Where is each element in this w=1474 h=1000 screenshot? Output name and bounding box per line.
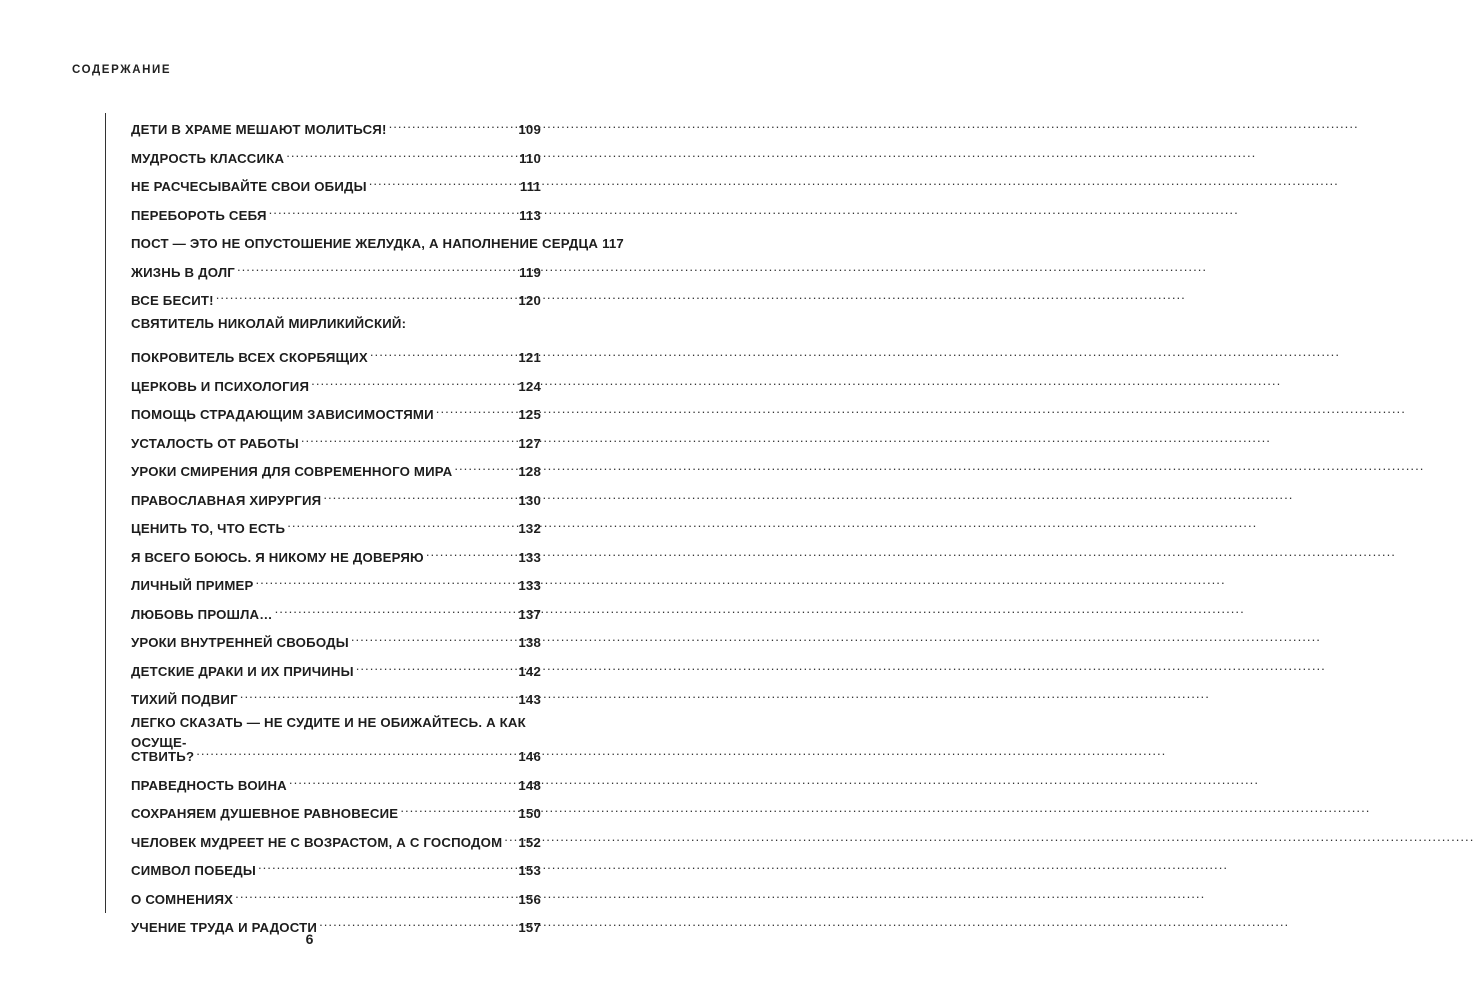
toc-entry[interactable] (131, 200, 541, 223)
toc-entry-page: 109 (518, 122, 541, 137)
toc-entry-page: 146 (518, 749, 541, 764)
toc-entry-page: 125 (518, 407, 541, 422)
toc-entry-title: ЛИЧНЫЙ ПРИМЕР (131, 578, 254, 593)
vertical-rule (105, 113, 106, 913)
toc-entry-title: ПЕРЕБОРОТЬ СЕБЯ (131, 207, 267, 223)
toc-entry-title: УЧЕНИЕ ТРУДА И РАДОСТИ (131, 920, 318, 935)
toc-entry[interactable] (131, 314, 541, 363)
toc-entry-page: 150 (518, 806, 541, 821)
toc-entry-page: 132 (518, 521, 541, 536)
toc-entry[interactable] (131, 228, 624, 251)
toc-entry-page: 148 (518, 777, 541, 793)
dot-leader (216, 285, 517, 305)
toc-entry[interactable] (131, 143, 541, 166)
toc-entry[interactable] (131, 171, 541, 194)
toc-entry-page: 121 (518, 350, 541, 365)
toc-entry-title: О СОМНЕНИЯХ (131, 891, 234, 907)
toc-entry-page: 142 (518, 663, 541, 679)
toc-entry-row (131, 257, 541, 280)
toc-entry-title: СТВИТЬ? (131, 749, 195, 764)
toc-entry[interactable] (131, 884, 541, 907)
toc-entry-row (131, 570, 541, 593)
dot-leader (454, 456, 516, 476)
toc-entry-row (131, 485, 541, 508)
toc-entry-title: ПРАВОСЛАВНАЯ ХИРУРГИЯ (131, 492, 322, 508)
dot-leader (275, 599, 517, 619)
toc-entry-title: ВСЕ БЕСИТ! (131, 293, 214, 308)
toc-entry-page: 133 (518, 578, 541, 593)
toc-entry-page: 137 (518, 606, 541, 622)
toc-entry-row (131, 855, 541, 878)
dot-leader (269, 200, 517, 220)
dot-leader (370, 342, 517, 362)
dot-leader (256, 570, 517, 590)
toc-entry-title: СОХРАНЯЕМ ДУШЕВНОЕ РАВНОВЕСИЕ (131, 806, 399, 821)
toc-entry-row (131, 399, 541, 422)
toc-entry[interactable] (131, 513, 541, 536)
toc-entry-row (131, 542, 541, 565)
toc-entry-row (131, 912, 541, 935)
dot-leader (319, 912, 516, 932)
toc-entry[interactable] (131, 114, 541, 137)
toc-entry-row (131, 285, 541, 308)
toc-entry-row (131, 428, 541, 451)
dot-leader (400, 798, 516, 818)
toc-entry-title-line: СВЯТИТЕЛЬ НИКОЛАЙ МИРЛИКИЙСКИЙ: (131, 315, 407, 331)
dot-leader (436, 399, 517, 419)
toc-entry-page: 113 (519, 207, 541, 223)
toc-entry[interactable] (131, 371, 541, 394)
toc-entry[interactable] (131, 912, 541, 935)
dot-leader (389, 114, 517, 134)
toc-entry-title: ЖИЗНЬ В ДОЛГ (131, 264, 235, 280)
toc-entry-row (131, 627, 541, 650)
toc-entry-title-line: ЛЕГКО СКАЗАТЬ — НЕ СУДИТЕ И НЕ ОБИЖАЙТЕСЬ. А КАК ОСУЩЕ- (131, 714, 526, 750)
dot-leader (301, 428, 517, 448)
toc-entry-page: 138 (518, 635, 541, 650)
toc-entry-page: 156 (518, 891, 541, 907)
toc-entry-title: СИМВОЛ ПОБЕДЫ (131, 863, 256, 878)
toc-entry-title: ЧЕЛОВЕК МУДРЕЕТ НЕ С ВОЗРАСТОМ, А С ГОСПОДОМ (131, 834, 503, 850)
toc-entry-page: 157 (518, 920, 541, 935)
toc-entry[interactable] (131, 542, 541, 565)
toc-entry[interactable] (131, 656, 541, 679)
toc-entry-row (131, 456, 541, 479)
toc-entry-title: ЦЕНИТЬ ТО, ЧТО ЕСТЬ (131, 521, 286, 536)
toc-entry-row (131, 371, 541, 394)
toc-entry-page: 120 (518, 293, 541, 308)
toc-entry[interactable] (131, 428, 541, 451)
toc-entry-page: 153 (518, 863, 541, 878)
toc-entry-title: ЦЕРКОВЬ И ПСИХОЛОГИЯ (131, 378, 310, 394)
toc-entry-row (131, 599, 541, 622)
toc-entry-row (131, 513, 541, 536)
dot-leader (504, 827, 516, 847)
toc-entry-page: 117 (602, 236, 624, 251)
toc-entry[interactable] (131, 855, 541, 878)
toc-entry-page: 143 (518, 692, 541, 707)
toc-entry-row (131, 741, 541, 764)
dot-leader (196, 741, 516, 761)
toc-entry-title: ПОМОЩЬ СТРАДАЮЩИМ ЗАВИСИМОСТЯМИ (131, 407, 434, 422)
toc-entry-page: 128 (518, 464, 541, 479)
toc-entry-page: 127 (518, 435, 541, 451)
toc-entry[interactable] (131, 285, 541, 308)
dot-leader (426, 542, 517, 562)
toc-entry-page: 111 (519, 179, 541, 194)
toc-entry-row (131, 770, 541, 793)
toc-entry-row (131, 798, 541, 821)
toc-entry-title: НЕ РАСЧЕСЫВАЙТЕ СВОИ ОБИДЫ (131, 179, 367, 194)
toc-entry-title: ПОКРОВИТЕЛЬ ВСЕХ СКОРБЯЩИХ (131, 350, 368, 365)
toc-entry-title: УСТАЛОСТЬ ОТ РАБОТЫ (131, 435, 299, 451)
toc-entry-row (131, 342, 541, 365)
toc-entry-title: ПРАВЕДНОСТЬ ВОИНА (131, 777, 287, 793)
dot-leader (289, 770, 516, 790)
toc-entry-title: МУДРОСТЬ КЛАССИКА (131, 150, 285, 166)
dot-leader (237, 257, 517, 277)
toc-entry[interactable] (131, 257, 541, 280)
toc-entry-row (131, 143, 541, 166)
toc-entry-page: 124 (518, 378, 541, 394)
toc-entry-row (131, 684, 541, 707)
toc-entry[interactable] (131, 713, 541, 762)
dot-leader (351, 627, 517, 647)
dot-leader (286, 143, 517, 163)
toc-entry[interactable] (131, 399, 541, 422)
toc-entry-page: 130 (518, 492, 541, 508)
toc-entry-title: ДЕТСКИЕ ДРАКИ И ИХ ПРИЧИНЫ (131, 663, 354, 679)
page-number: 6 (305, 931, 314, 947)
toc-entry-title: ЛЮБОВЬ ПРОШЛА… (131, 606, 273, 622)
toc-entry-row (131, 114, 541, 137)
toc-entry-title: УРОКИ СМИРЕНИЯ ДЛЯ СОВРЕМЕННОГО МИРА (131, 464, 453, 479)
toc-entry-page: 119 (519, 264, 541, 280)
toc-entry-row (131, 228, 624, 251)
dot-leader (240, 684, 517, 704)
toc-entry[interactable] (131, 570, 541, 593)
toc-entry-title: ПОСТ — ЭТО НЕ ОПУСТОШЕНИЕ ЖЕЛУДКА, А НАПОЛНЕНИЕ СЕРДЦА (131, 236, 599, 251)
toc-entry[interactable] (131, 770, 541, 793)
page-header: СОДЕРЖАНИЕ (72, 64, 172, 76)
toc-entry-page: 133 (518, 549, 541, 565)
toc-entry[interactable] (131, 827, 541, 850)
toc-entry[interactable] (131, 599, 541, 622)
toc-entry-row (131, 827, 541, 850)
toc-entry-page: 152 (518, 834, 541, 850)
toc-entry[interactable] (131, 798, 541, 821)
toc-entry[interactable] (131, 485, 541, 508)
toc-entry-row (131, 171, 541, 194)
table-of-contents (131, 114, 624, 941)
toc-entry[interactable] (131, 627, 541, 650)
dot-leader (323, 485, 516, 505)
toc-entry-title: УРОКИ ВНУТРЕННЕЙ СВОБОДЫ (131, 635, 349, 650)
dot-leader (356, 656, 517, 676)
dot-leader (258, 855, 516, 875)
toc-entry-row (131, 656, 541, 679)
dot-leader (369, 171, 518, 191)
toc-entry-title: ДЕТИ В ХРАМЕ МЕШАЮТ МОЛИТЬСЯ! (131, 122, 387, 137)
toc-entry[interactable] (131, 684, 541, 707)
toc-entry-title: Я ВСЕГО БОЮСЬ. Я НИКОМУ НЕ ДОВЕРЯЮ (131, 549, 424, 565)
dot-leader (235, 884, 516, 904)
dot-leader (311, 371, 516, 391)
toc-entry-row (131, 200, 541, 223)
dot-leader (287, 513, 516, 533)
toc-entry-title: ТИХИЙ ПОДВИГ (131, 692, 238, 707)
toc-entry-page: 110 (519, 150, 541, 166)
toc-entry-row (131, 884, 541, 907)
toc-entry[interactable] (131, 456, 541, 479)
